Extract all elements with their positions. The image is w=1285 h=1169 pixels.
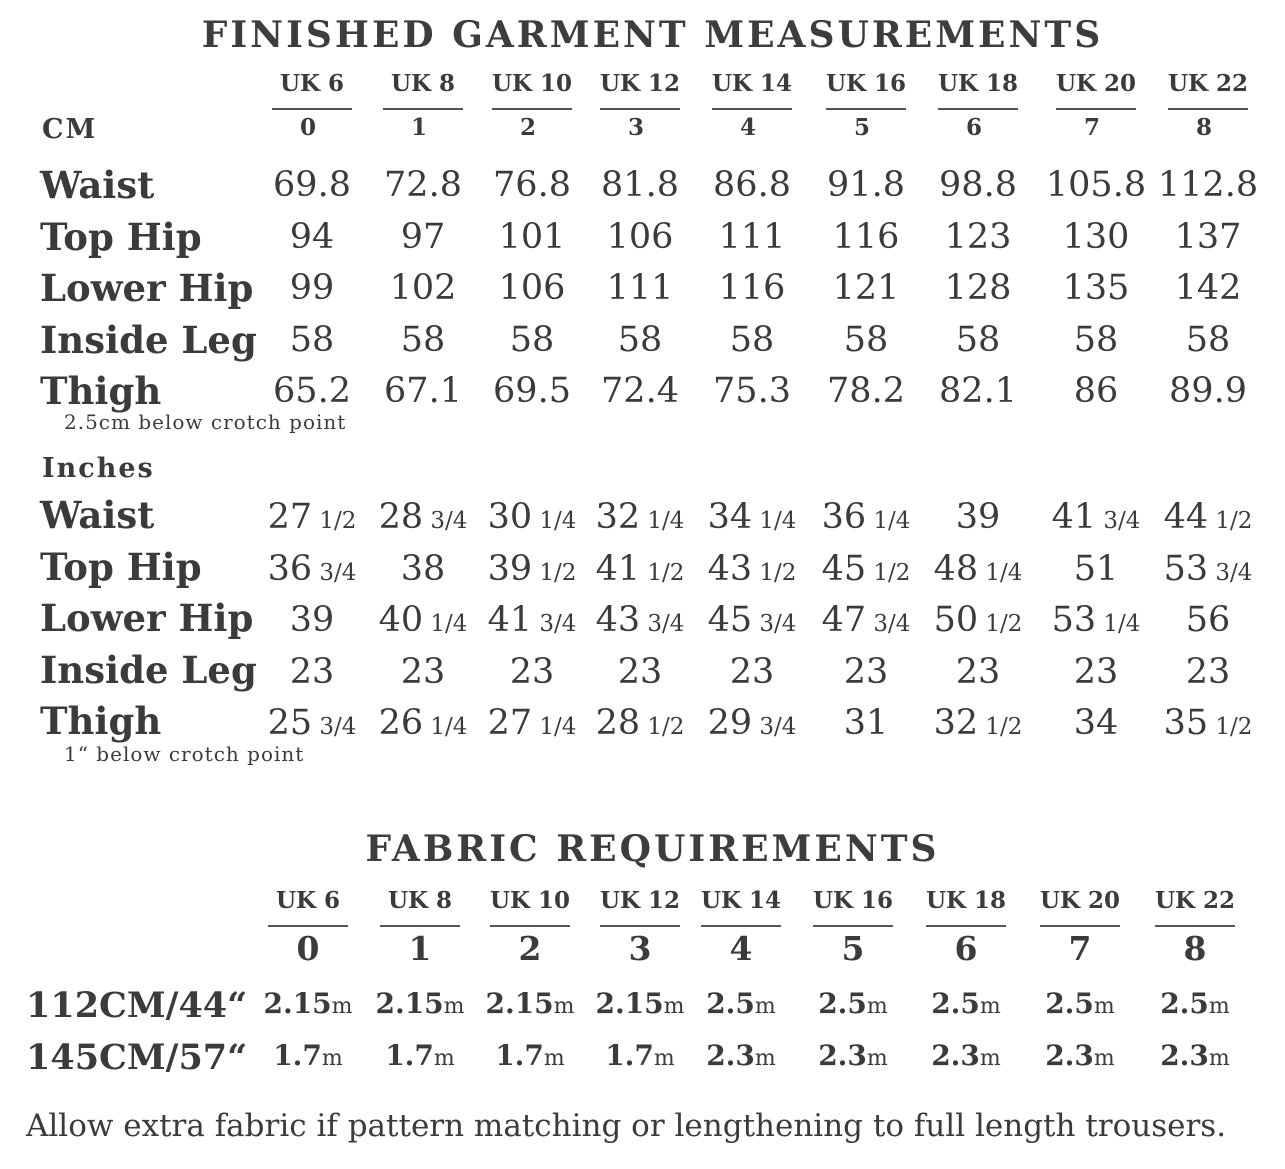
fabric-unit: m (321, 1046, 343, 1071)
inch-fraction: 1/2 (1208, 714, 1253, 740)
fabric-size-uk-header: UK 20 (1039, 887, 1121, 914)
size-uk-header: UK 16 (825, 70, 907, 97)
fabric-amount: 2.5 (818, 987, 867, 1020)
cm-value: 91.8 (827, 165, 905, 205)
fabric-value (485, 987, 574, 1020)
cm-value: 67.1 (384, 371, 462, 411)
fabric-value (495, 1039, 565, 1072)
cm-value: 111 (718, 217, 786, 257)
inch-whole: 36 (267, 549, 313, 589)
inch-fraction: 3/4 (312, 560, 357, 586)
inch-value (708, 600, 797, 640)
cm-value: 58 (1073, 320, 1119, 360)
garment-title: FINISHED GARMENT MEASUREMENTS (201, 14, 1104, 56)
inch-value (708, 497, 797, 537)
row-label: Lower Hip (40, 266, 254, 310)
fabric-unit: m (653, 1046, 675, 1071)
cm-value: 69.8 (273, 165, 351, 205)
size-uk-header: UK 14 (711, 70, 793, 97)
size-num-header: 4 (739, 114, 757, 141)
fabric-amount: 2.5 (931, 987, 980, 1020)
row-label: Waist (40, 493, 155, 537)
row-label: Thigh (40, 369, 162, 413)
cm-value: 58 (509, 320, 555, 360)
inch-whole: 36 (821, 497, 867, 537)
size-uk-header: UK 22 (1167, 70, 1249, 97)
row-label: Lower Hip (40, 596, 254, 640)
inch-fraction: 1/4 (752, 508, 797, 534)
cm-value: 128 (944, 268, 1012, 308)
cm-value: 94 (289, 217, 335, 257)
inch-value (1164, 703, 1253, 743)
fabric-size-uk-header: UK 18 (925, 887, 1007, 914)
inch-value (488, 549, 577, 589)
inch-whole: 23 (289, 652, 335, 692)
inch-whole: 39 (955, 497, 1001, 537)
fabric-size-num-header: 8 (1183, 929, 1207, 968)
fabric-size-uk-header: UK 10 (489, 887, 571, 914)
inch-value (934, 703, 1023, 743)
fabric-amount: 2.3 (1160, 1039, 1209, 1072)
row-label: Waist (40, 163, 155, 207)
inch-fraction: 3/4 (423, 508, 468, 534)
inch-whole: 45 (821, 549, 867, 589)
size-num-header: 6 (965, 114, 983, 141)
fabric-value (818, 987, 888, 1020)
size-num-header: 8 (1195, 114, 1213, 141)
cm-value: 82.1 (939, 371, 1017, 411)
fabric-size-num-header: 7 (1068, 929, 1092, 968)
inch-whole: 39 (487, 549, 533, 589)
cm-value: 58 (729, 320, 775, 360)
inch-value (708, 549, 797, 589)
inch-whole: 30 (487, 497, 533, 537)
cm-value: 58 (400, 320, 446, 360)
inch-fraction: 1/2 (640, 560, 685, 586)
cm-label: CM (42, 114, 98, 145)
size-rule (492, 108, 572, 110)
inch-value (379, 600, 468, 640)
inch-whole: 28 (378, 497, 424, 537)
cm-value: 137 (1174, 217, 1242, 257)
inch-whole: 43 (595, 600, 641, 640)
cm-value: 69.5 (493, 371, 571, 411)
fabric-size-uk-header: UK 16 (812, 887, 894, 914)
inch-whole: 23 (617, 652, 663, 692)
inch-value (268, 703, 357, 743)
fabric-size-num-header: 2 (518, 929, 542, 968)
fabric-unit: m (553, 994, 575, 1019)
inch-whole: 31 (843, 703, 889, 743)
fabric-unit: m (433, 1046, 455, 1071)
inch-fraction: 1/4 (1096, 611, 1141, 637)
size-num-header: 1 (410, 114, 428, 141)
fabric-size-uk-header: UK 12 (599, 887, 681, 914)
fabric-amount: 2.3 (706, 1039, 755, 1072)
inch-whole: 38 (400, 549, 446, 589)
row-label: Thigh (40, 699, 162, 743)
inch-whole: 47 (821, 600, 867, 640)
inch-fraction: 1/4 (423, 611, 468, 637)
fabric-width-label: 112CM/44“ (26, 985, 248, 1026)
inch-value (1186, 652, 1231, 692)
fabric-amount: 1.7 (605, 1039, 654, 1072)
cm-value: 58 (955, 320, 1001, 360)
inch-whole: 27 (267, 497, 313, 537)
fabric-amount: 2.15 (263, 987, 332, 1020)
inch-whole: 40 (378, 600, 424, 640)
inch-fraction: 3/4 (532, 611, 577, 637)
fabric-value (273, 1039, 343, 1072)
inch-value (1074, 652, 1119, 692)
inch-whole: 41 (487, 600, 533, 640)
size-rule (1056, 108, 1136, 110)
cm-value: 116 (832, 217, 900, 257)
size-uk-header: UK 12 (599, 70, 681, 97)
inch-whole: 23 (1073, 652, 1119, 692)
fabric-unit: m (866, 1046, 888, 1071)
cm-value: 78.2 (827, 371, 905, 411)
inch-whole: 34 (1073, 703, 1119, 743)
fabric-size-num-header: 3 (628, 929, 652, 968)
fabric-amount: 2.3 (1045, 1039, 1094, 1072)
cm-value: 72.8 (384, 165, 462, 205)
fabric-unit: m (979, 994, 1001, 1019)
inch-whole: 44 (1163, 497, 1209, 537)
inch-value (488, 600, 577, 640)
fabric-unit: m (663, 994, 685, 1019)
fabric-size-rule (701, 925, 781, 927)
cm-value: 58 (289, 320, 335, 360)
inch-value (730, 652, 775, 692)
cm-value: 99 (289, 268, 335, 308)
size-num-header: 3 (627, 114, 645, 141)
fabric-amount: 2.15 (375, 987, 444, 1020)
fabric-size-rule (268, 925, 348, 927)
inch-fraction: 1/4 (866, 508, 911, 534)
cm-value: 105.8 (1045, 165, 1147, 205)
fabric-size-uk-header: UK 8 (387, 887, 453, 914)
inch-whole: 23 (955, 652, 1001, 692)
fabric-amount: 1.7 (273, 1039, 322, 1072)
fabric-size-uk-header: UK 6 (275, 887, 341, 914)
inch-value (290, 600, 335, 640)
cm-value: 106 (498, 268, 566, 308)
inch-fraction: 3/4 (752, 714, 797, 740)
fabric-size-rule (1155, 925, 1235, 927)
inch-whole: 41 (595, 549, 641, 589)
inch-whole: 23 (843, 652, 889, 692)
inch-value (1186, 600, 1231, 640)
inch-fraction: 1/4 (640, 508, 685, 534)
inch-fraction: 1/2 (1208, 508, 1253, 534)
fabric-value (1045, 987, 1115, 1020)
fabric-value (1160, 1039, 1230, 1072)
fabric-value (1045, 1039, 1115, 1072)
fabric-unit: m (1208, 994, 1230, 1019)
fabric-size-uk-header: UK 14 (700, 887, 782, 914)
cm-value: 130 (1062, 217, 1130, 257)
row-label: Top Hip (40, 215, 202, 259)
inch-fraction: 1/4 (978, 560, 1023, 586)
fabric-amount: 2.15 (485, 987, 554, 1020)
inch-value (1052, 600, 1141, 640)
fabric-amount: 1.7 (495, 1039, 544, 1072)
inch-value (596, 600, 685, 640)
fabric-unit: m (1208, 1046, 1230, 1071)
fabric-unit: m (443, 994, 465, 1019)
fabric-size-rule (490, 925, 570, 927)
size-uk-header: UK 10 (491, 70, 573, 97)
inch-value (1164, 549, 1253, 589)
cm-value: 102 (389, 268, 457, 308)
inch-fraction: 3/4 (1096, 508, 1141, 534)
fabric-size-num-header: 0 (296, 929, 320, 968)
cm-value: 89.9 (1169, 371, 1247, 411)
size-rule (938, 108, 1018, 110)
row-label: Top Hip (40, 545, 202, 589)
inch-fraction: 1/4 (532, 508, 577, 534)
inch-value (488, 497, 577, 537)
fabric-title: FABRIC REQUIREMENTS (365, 828, 940, 870)
inch-whole: 43 (707, 549, 753, 589)
inch-value (844, 703, 889, 743)
cm-value: 76.8 (493, 165, 571, 205)
cm-value: 58 (1185, 320, 1231, 360)
inch-whole: 23 (1185, 652, 1231, 692)
fabric-size-uk-header: UK 22 (1154, 887, 1236, 914)
inch-value (1074, 549, 1119, 589)
inch-value (1164, 497, 1253, 537)
inch-whole: 39 (289, 600, 335, 640)
fabric-width-label: 145CM/57“ (26, 1037, 248, 1078)
inch-whole: 56 (1185, 600, 1231, 640)
inch-value (822, 549, 911, 589)
fabric-amount: 2.15 (595, 987, 664, 1020)
cm-value: 97 (400, 217, 446, 257)
fabric-amount: 2.5 (1160, 987, 1209, 1020)
cm-value: 121 (832, 268, 900, 308)
inch-fraction: 1/2 (640, 714, 685, 740)
inch-value (934, 549, 1023, 589)
fabric-value (706, 1039, 776, 1072)
fabric-size-rule (600, 925, 680, 927)
fabric-amount: 1.7 (385, 1039, 434, 1072)
fabric-size-num-header: 4 (729, 929, 753, 968)
cm-value: 75.3 (713, 371, 791, 411)
inch-value (956, 652, 1001, 692)
cm-note: 2.5cm below crotch point (64, 410, 347, 434)
fabric-value (605, 1039, 675, 1072)
inch-fraction: 1/2 (978, 714, 1023, 740)
inch-whole: 28 (595, 703, 641, 743)
row-label: Inside Leg (40, 318, 257, 362)
fabric-value (931, 1039, 1001, 1072)
inch-value (488, 703, 577, 743)
fabric-amount: 2.3 (931, 1039, 980, 1072)
inch-value (1052, 497, 1141, 537)
size-rule (712, 108, 792, 110)
inch-whole: 23 (400, 652, 446, 692)
fabric-value (595, 987, 684, 1020)
inch-value (510, 652, 555, 692)
cm-value: 111 (606, 268, 674, 308)
inch-whole: 48 (933, 549, 979, 589)
inch-whole: 51 (1073, 549, 1119, 589)
cm-value: 86.8 (713, 165, 791, 205)
inch-whole: 23 (509, 652, 555, 692)
fabric-size-rule (1040, 925, 1120, 927)
inch-value (379, 703, 468, 743)
size-uk-header: UK 18 (937, 70, 1019, 97)
inch-value (268, 497, 357, 537)
fabric-size-rule (380, 925, 460, 927)
inch-fraction: 1/4 (532, 714, 577, 740)
inch-whole: 35 (1163, 703, 1209, 743)
inch-note: 1“ below crotch point (64, 742, 305, 766)
size-num-header: 0 (299, 114, 317, 141)
inch-fraction: 3/4 (312, 714, 357, 740)
fabric-unit: m (754, 1046, 776, 1071)
cm-value: 116 (718, 268, 786, 308)
fabric-amount: 2.5 (706, 987, 755, 1020)
fabric-value (1160, 987, 1230, 1020)
inch-value (596, 703, 685, 743)
cm-value: 112.8 (1157, 165, 1259, 205)
cm-value: 81.8 (601, 165, 679, 205)
cm-value: 98.8 (939, 165, 1017, 205)
fabric-value (706, 987, 776, 1020)
cm-value: 135 (1062, 268, 1130, 308)
cm-value: 101 (498, 217, 566, 257)
row-label: Inside Leg (40, 648, 257, 692)
fabric-unit: m (331, 994, 353, 1019)
fabric-size-rule (813, 925, 893, 927)
inch-value (401, 549, 446, 589)
inch-value (618, 652, 663, 692)
cm-value: 65.2 (273, 371, 351, 411)
inch-fraction: 3/4 (752, 611, 797, 637)
fabric-unit: m (1093, 1046, 1115, 1071)
inch-fraction: 3/4 (640, 611, 685, 637)
footer-note: Allow extra fabric if pattern matching or lengthening to full length trousers. (26, 1108, 1227, 1144)
cm-value: 123 (944, 217, 1012, 257)
inch-whole: 34 (707, 497, 753, 537)
inch-whole: 53 (1051, 600, 1097, 640)
cm-value: 72.4 (601, 371, 679, 411)
inch-whole: 53 (1163, 549, 1209, 589)
fabric-value (263, 987, 352, 1020)
inch-whole: 29 (707, 703, 753, 743)
inch-whole: 50 (933, 600, 979, 640)
cm-value: 142 (1174, 268, 1242, 308)
inch-whole: 26 (378, 703, 424, 743)
size-rule (272, 108, 352, 110)
fabric-size-rule (926, 925, 1006, 927)
inch-value (290, 652, 335, 692)
fabric-value (818, 1039, 888, 1072)
inch-fraction: 1/2 (978, 611, 1023, 637)
cm-value: 58 (843, 320, 889, 360)
size-rule (383, 108, 463, 110)
inch-value (1074, 703, 1119, 743)
inch-whole: 25 (267, 703, 313, 743)
fabric-size-num-header: 6 (954, 929, 978, 968)
inch-value (822, 497, 911, 537)
inch-fraction: 1/2 (752, 560, 797, 586)
inch-whole: 41 (1051, 497, 1097, 537)
fabric-unit: m (543, 1046, 565, 1071)
fabric-value (385, 1039, 455, 1072)
inch-whole: 32 (933, 703, 979, 743)
inch-value (401, 652, 446, 692)
inch-fraction: 1/4 (423, 714, 468, 740)
fabric-unit: m (866, 994, 888, 1019)
fabric-size-num-header: 5 (841, 929, 865, 968)
size-uk-header: UK 6 (279, 70, 345, 97)
fabric-unit: m (754, 994, 776, 1019)
size-rule (600, 108, 680, 110)
fabric-size-num-header: 1 (408, 929, 432, 968)
inch-value (708, 703, 797, 743)
inch-whole: 45 (707, 600, 753, 640)
inch-value (956, 497, 1001, 537)
size-rule (1168, 108, 1248, 110)
inch-value (379, 497, 468, 537)
size-uk-header: UK 20 (1055, 70, 1137, 97)
fabric-unit: m (1093, 994, 1115, 1019)
cm-value: 58 (617, 320, 663, 360)
inches-label: Inches (42, 453, 155, 484)
inch-value (822, 600, 911, 640)
fabric-value (375, 987, 464, 1020)
inch-value (596, 549, 685, 589)
fabric-amount: 2.3 (818, 1039, 867, 1072)
inch-fraction: 1/2 (312, 508, 357, 534)
inch-fraction: 3/4 (866, 611, 911, 637)
fabric-value (931, 987, 1001, 1020)
cm-value: 106 (606, 217, 674, 257)
inch-fraction: 1/2 (866, 560, 911, 586)
inch-fraction: 1/2 (532, 560, 577, 586)
inch-whole: 27 (487, 703, 533, 743)
fabric-unit: m (979, 1046, 1001, 1071)
size-uk-header: UK 8 (390, 70, 456, 97)
inch-whole: 23 (729, 652, 775, 692)
size-num-header: 2 (519, 114, 537, 141)
inch-value (596, 497, 685, 537)
inch-value (844, 652, 889, 692)
size-num-header: 7 (1083, 114, 1101, 141)
cm-value: 86 (1073, 371, 1119, 411)
inch-whole: 32 (595, 497, 641, 537)
inch-value (934, 600, 1023, 640)
size-rule (826, 108, 906, 110)
inch-fraction: 3/4 (1208, 560, 1253, 586)
inch-value (268, 549, 357, 589)
fabric-amount: 2.5 (1045, 987, 1094, 1020)
size-num-header: 5 (853, 114, 871, 141)
